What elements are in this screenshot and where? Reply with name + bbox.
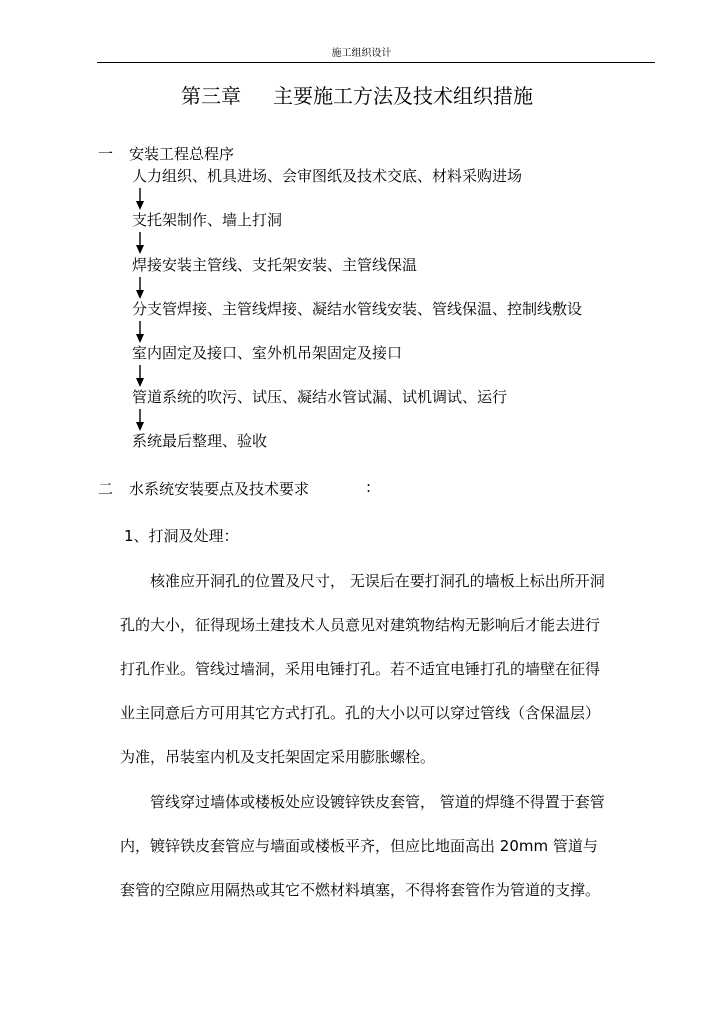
process-step-4: 分支管焊接、主管线焊接、凝结水管线安装、管线保温、控制线敷设 <box>132 300 583 318</box>
process-step-1: 人力组织、机具进场、会审图纸及技术交底、材料采购进场 <box>132 167 523 185</box>
para1-line-1: 核准应开洞孔的位置及尺寸， 无误后在要打洞孔的墙板上标出所开洞 <box>150 572 605 590</box>
section-1-title: 安装工程总程序 <box>129 145 235 163</box>
process-step-6: 管道系统的吹污、试压、凝结水管试漏、试机调试、运行 <box>132 388 508 406</box>
subheading-drilling: 1、打洞及处理： <box>124 527 239 545</box>
process-step-5: 室内固定及接口、室外机吊架固定及接口 <box>132 344 403 362</box>
para1-line-4: 业主同意后方可用其它方式打孔。孔的大小以可以穿过管线（含保温层） <box>120 704 601 722</box>
para1-line-5: 为准，吊装室内机及支托架固定采用膨胀螺栓。 <box>120 748 436 766</box>
para2-line-3: 套管的空隙应用隔热或其它不燃材料填塞，不得将套管作为管道的支撑。 <box>120 881 601 899</box>
chapter-number: 第三章 <box>181 84 241 108</box>
down-arrow-icon <box>134 232 146 254</box>
section-2-heading <box>98 478 309 499</box>
section-2-title: 水系统安装要点及技术要求 <box>129 480 310 498</box>
section-2-number: 二 <box>98 480 114 498</box>
chapter-heading <box>181 80 533 109</box>
down-arrow-icon <box>134 365 146 387</box>
page-header: 施工组织设计 <box>331 48 392 59</box>
down-arrow-icon <box>134 409 146 431</box>
down-arrow-icon <box>134 277 146 299</box>
para2-line-2: 内，镀锌铁皮套管应与墙面或楼板平齐，但应比地面高出 20mm 管道与 <box>120 837 598 855</box>
process-step-2: 支托架制作、墙上打洞 <box>132 211 283 229</box>
down-arrow-icon <box>134 321 146 343</box>
chapter-title: 主要施工方法及技术组织措施 <box>273 84 533 108</box>
section-1-number: 一 <box>98 145 114 163</box>
down-arrow-icon <box>134 188 146 210</box>
process-step-7: 系统最后整理、验收 <box>132 432 268 450</box>
para2-line-1: 管线穿过墙体或楼板处应设镀锌铁皮套管， 管道的焊缝不得置于套管 <box>150 793 605 811</box>
para1-line-3: 打孔作业。管线过墙洞，采用电锤打孔。若不适宜电锤打孔的墙壁在征得 <box>120 660 601 678</box>
process-step-3: 焊接安装主管线、支托架安装、主管线保温 <box>132 256 418 274</box>
para1-line-2: 孔的大小，征得现场土建技术人员意见对建筑物结构无影响后才能去进行 <box>120 616 601 634</box>
section-1-heading <box>98 143 234 164</box>
header-divider <box>97 62 655 63</box>
section-2-colon: : <box>366 478 372 496</box>
